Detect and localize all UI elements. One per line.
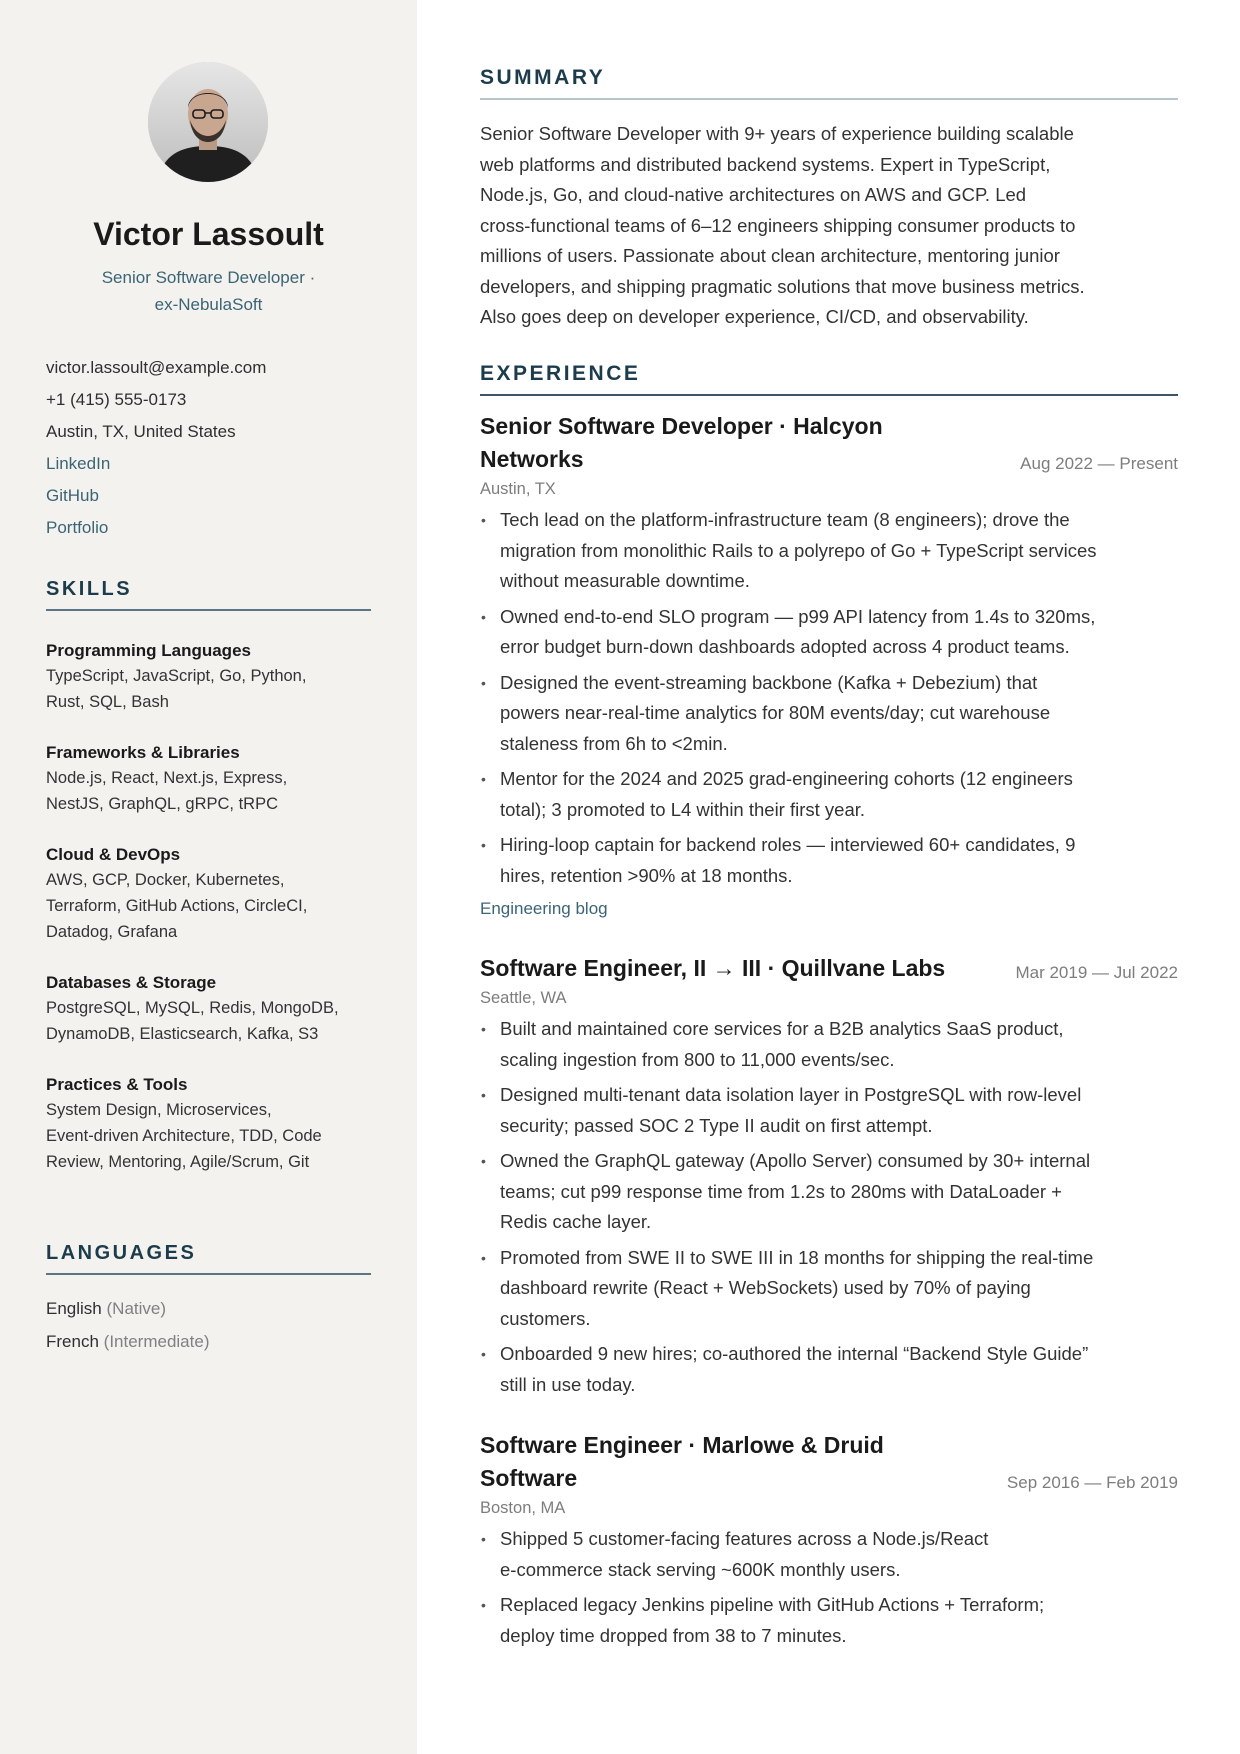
summary-line: web platforms and distributed backend systems. Expert in TypeScript, <box>480 153 1051 175</box>
bullet-line: deploy time dropped from 38 to 7 minutes. <box>500 1624 847 1646</box>
summary-line: developers, and shipping pragmatic solutions that move business metrics. <box>480 275 1085 297</box>
link-github[interactable]: GitHub <box>46 486 99 505</box>
bullet-line: • Tech lead on the platform-infrastructure team (8 engineers); drove the <box>500 509 1070 530</box>
job-bullet <box>480 1243 1178 1335</box>
summary-heading: SUMMARY <box>480 66 1178 100</box>
bullet-line: • Shipped 5 customer-facing features across a Node.js/React <box>500 1528 989 1549</box>
job-title-line: Software Engineer · Marlowe & Druid <box>480 1432 884 1458</box>
summary-line: cross-functional teams of 6–12 engineers shipping consumer products to <box>480 214 1076 236</box>
tagline-line: ex-NebulaSoft <box>154 295 263 314</box>
job-title-line: Software Engineer, II → III · Quillvane Labs <box>480 955 946 981</box>
skill-line: Node.js, React, Next.js, Express, <box>46 769 288 787</box>
language-item <box>46 1292 209 1325</box>
bullet-line: • Owned the GraphQL gateway (Apollo Server) consumed by 30+ internal <box>500 1150 1091 1171</box>
language-level: (Intermediate) <box>103 1332 210 1351</box>
job-header <box>480 952 1178 985</box>
skill-group <box>46 639 376 715</box>
language-name: French <box>46 1332 99 1351</box>
languages-heading: LANGUAGES <box>46 1242 371 1275</box>
bullet-line: • Designed multi-tenant data isolation layer in PostgreSQL with row-level <box>500 1084 1082 1105</box>
job-bullet <box>480 1080 1178 1141</box>
job-bullets <box>480 1524 1178 1651</box>
job-bullet <box>480 668 1178 760</box>
skills-heading: SKILLS <box>46 578 371 611</box>
bullet-line: • Replaced legacy Jenkins pipeline with GitHub Actions + Terraform; <box>500 1594 1045 1615</box>
contact-info <box>46 352 266 544</box>
skill-group-title: Practices & Tools <box>46 1075 188 1094</box>
contact-location: Austin, TX, United States <box>46 422 236 441</box>
skill-line: PostgreSQL, MySQL, Redis, MongoDB, <box>46 999 339 1017</box>
job-location: Seattle, WA <box>480 989 567 1007</box>
job-title-line: Networks <box>480 446 584 472</box>
skill-group <box>46 741 376 817</box>
summary-line: Node.js, Go, and cloud-native architectures on AWS and GCP. Led <box>480 184 1027 205</box>
skill-line: AWS, GCP, Docker, Kubernetes, <box>46 871 285 889</box>
bullet-line: • Onboarded 9 new hires; co-authored the internal “Backend Style Guide” <box>500 1343 1089 1364</box>
job-header <box>480 410 1178 476</box>
summary-line: Also goes deep on developer experience, CI/CD, and observability. <box>480 306 1029 327</box>
contact-phone: +1 (415) 555-0173 <box>46 390 187 409</box>
job-bullet <box>480 602 1178 663</box>
skill-line: NestJS, GraphQL, gRPC, tRPC <box>46 795 278 813</box>
bullet-line: • Built and maintained core services for a B2B analytics SaaS product, <box>500 1018 1064 1039</box>
experience-heading: EXPERIENCE <box>480 362 1178 396</box>
summary-line: millions of users. Passionate about clean architecture, mentoring junior <box>480 245 1060 266</box>
bullet-line: still in use today. <box>500 1373 636 1395</box>
skill-group-title: Cloud & DevOps <box>46 845 181 864</box>
job-bullet <box>480 505 1178 597</box>
job-entry <box>480 410 1178 919</box>
skill-group <box>46 971 376 1047</box>
skill-group-title: Programming Languages <box>46 641 251 660</box>
skill-group <box>46 843 376 945</box>
engineering-blog-link[interactable]: Engineering blog <box>480 899 608 918</box>
skill-line: TypeScript, JavaScript, Go, Python, <box>46 667 307 685</box>
bullet-line: Redis cache layer. <box>500 1211 652 1232</box>
job-title-line: Senior Software Developer · Halcyon <box>480 413 883 439</box>
bullet-line: dashboard rewrite (React + WebSockets) used by 70% of paying <box>500 1277 1031 1298</box>
skill-group <box>46 1073 376 1175</box>
job-location: Boston, MA <box>480 1499 566 1517</box>
skill-line: Terraform, GitHub Actions, CircleCI, <box>46 897 308 915</box>
bullet-line: • Designed the event-streaming backbone (Kafka + Debezium) that <box>500 671 1038 693</box>
summary-line: Senior Software Developer with 9+ years of experience building scalable <box>480 123 1074 144</box>
skill-line: DynamoDB, Elasticsearch, Kafka, S3 <box>46 1025 319 1043</box>
bullet-line: total); 3 promoted to L4 within their first year. <box>500 798 866 820</box>
skill-line: Event-driven Architecture, TDD, Code <box>46 1127 322 1145</box>
job-title-line: Software <box>480 1465 578 1491</box>
bullet-line: hires, retention >90% at 18 months. <box>500 864 793 886</box>
language-level: (Native) <box>106 1299 167 1318</box>
profile-photo <box>148 62 268 182</box>
job-dates: Sep 2016 — Feb 2019 <box>1006 1473 1178 1492</box>
avatar <box>148 62 268 182</box>
profile-tagline <box>60 264 357 318</box>
skill-group-title: Frameworks & Libraries <box>46 743 240 762</box>
bullet-line: • Hiring-loop captain for backend roles — interviewed 60+ candidates, 9 <box>500 834 1076 855</box>
bullet-line: • Promoted from SWE II to SWE III in 18 months for shipping the real-time <box>500 1246 1094 1268</box>
profile-name: Victor Lassoult <box>93 216 324 252</box>
job-header <box>480 1429 1178 1495</box>
skill-line: Review, Mentoring, Agile/Scrum, Git <box>46 1153 310 1171</box>
bullet-line: scaling ingestion from 800 to 11,000 events/sec. <box>500 1048 895 1070</box>
job-entry <box>480 952 1178 1405</box>
skill-group-title: Databases & Storage <box>46 973 217 992</box>
job-entry <box>480 1429 1178 1656</box>
job-bullet <box>480 1014 1178 1075</box>
skill-line: Datadog, Grafana <box>46 923 178 941</box>
bullet-line: teams; cut p99 response time from 1.2s to 280ms with DataLoader + <box>500 1180 1062 1202</box>
bullet-line: staleness from 6h to <2min. <box>500 732 728 754</box>
bullet-line: e-commerce stack serving ~600K monthly users. <box>500 1558 901 1580</box>
bullet-line: migration from monolithic Rails to a polyrepo of Go + TypeScript services <box>500 539 1097 561</box>
summary-text <box>480 119 1180 333</box>
tagline-line: Senior Software Developer · <box>101 268 316 287</box>
job-bullet <box>480 1590 1178 1651</box>
link-portfolio[interactable]: Portfolio <box>46 518 109 537</box>
job-bullet <box>480 1524 1178 1585</box>
bullet-line: • Mentor for the 2024 and 2025 grad-engineering cohorts (12 engineers <box>500 768 1073 789</box>
bullet-line: powers near-real-time analytics for 80M events/day; cut warehouse <box>500 702 1051 723</box>
sidebar <box>0 0 417 1754</box>
job-dates: Mar 2019 — Jul 2022 <box>1015 963 1178 982</box>
language-item <box>46 1325 209 1358</box>
job-bullet <box>480 1339 1178 1400</box>
bullet-line: customers. <box>500 1307 591 1329</box>
job-location: Austin, TX <box>480 480 556 498</box>
link-linkedin[interactable]: LinkedIn <box>46 454 111 473</box>
job-bullet <box>480 764 1178 825</box>
bullet-line: error budget burn-down dashboards adopted across 4 product teams. <box>500 636 1070 657</box>
job-dates: Aug 2022 — Present <box>1020 454 1178 473</box>
contact-email[interactable]: victor.lassoult@example.com <box>46 358 267 377</box>
job-bullet <box>480 1146 1178 1238</box>
skill-line: System Design, Microservices, <box>46 1101 272 1119</box>
bullet-line: • Owned end-to-end SLO program — p99 API latency from 1.4s to 320ms, <box>500 605 1096 627</box>
skills-list <box>46 639 376 1201</box>
language-name: English <box>46 1299 102 1318</box>
job-bullets <box>480 1014 1178 1400</box>
skill-line: Rust, SQL, Bash <box>46 693 169 711</box>
bullet-line: security; passed SOC 2 Type II audit on first attempt. <box>500 1114 933 1136</box>
languages-list <box>46 1292 209 1358</box>
job-bullet <box>480 830 1178 891</box>
job-bullets <box>480 505 1178 891</box>
bullet-line: without measurable downtime. <box>500 570 750 591</box>
